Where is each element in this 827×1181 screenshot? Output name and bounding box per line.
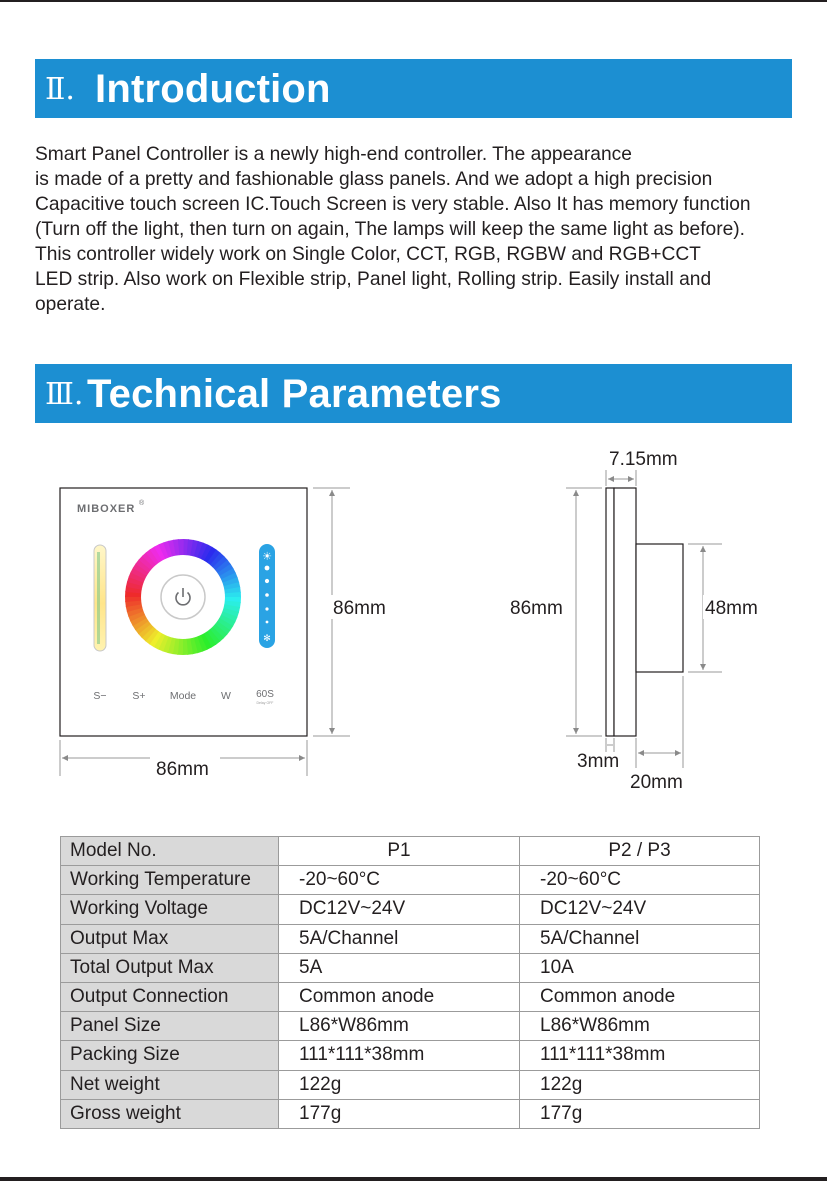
cell-p1: 177g [279,1099,520,1128]
header-p2: P2 / P3 [520,837,760,866]
box-height-label: 48mm [705,598,758,619]
cell-p2: Common anode [520,982,760,1011]
cell-p2: L86*W86mm [520,1012,760,1041]
side-box [636,544,683,672]
level-dot [265,566,270,571]
section-title: Introduction [95,67,331,111]
cell-label: Working Temperature [61,866,279,895]
header-p1: P1 [279,837,520,866]
intro-line: Smart Panel Controller is a newly high-end controller. The appearance [35,144,632,165]
intro-line: operate. [35,294,106,315]
section-title: Technical Parameters [87,372,502,416]
table-header-row [61,837,760,866]
front-width-label: 86mm [156,759,209,780]
section-number: Ⅲ. [45,377,84,412]
level-dot [265,593,269,597]
header-label: Model No. [61,837,279,866]
front-view-panel [60,488,307,736]
cell-p2: -20~60°C [520,866,760,895]
intro-line: (Turn off the light, then turn on again, The lamps will keep the same light as before). [35,219,745,240]
mode-label: Mode [169,690,197,702]
cell-p2: 10A [520,953,760,982]
cell-label: Packing Size [61,1041,279,1070]
slider-highlight [97,552,100,644]
table-row [61,1099,760,1128]
table-row [61,953,760,982]
gap-label: 3mm [577,751,620,772]
cell-p1: L86*W86mm [279,1012,520,1041]
cell-p1: 122g [279,1070,520,1099]
cell-p2: 111*111*38mm [520,1041,760,1070]
cell-p2: 177g [520,1099,760,1128]
table-row [61,924,760,953]
table-row [61,1070,760,1099]
intro-line: This controller widely work on Single Color, CCT, RGB, RGBW and RGB+CCT [35,244,701,265]
level-dot [266,621,269,624]
cell-p2: 122g [520,1070,760,1099]
timer-sublabel: Delay OFF [256,701,274,705]
cell-label: Net weight [61,1070,279,1099]
table-row [61,895,760,924]
sun-icon: ☀ [262,551,272,563]
side-view [606,488,683,736]
intro-line: Capacitive touch screen IC.Touch Screen is very stable. Also It has memory function [35,194,751,215]
level-dot [265,579,269,583]
section-number: Ⅱ. [45,72,75,107]
table-row [61,866,760,895]
cell-label: Working Voltage [61,895,279,924]
front-height-label: 86mm [333,598,386,619]
side-panel [614,488,636,736]
side-glass [606,488,614,736]
side-height-label: 86mm [510,598,563,619]
cell-p1: DC12V~24V [279,895,520,924]
intro-line: is made of a pretty and fashionable glass panels. And we adopt a high precision [35,169,713,190]
timer-label: 60S [256,689,274,700]
brand-logo: MIBOXER [77,503,136,515]
speed-up-label: S+ [132,690,146,702]
brand-registered-mark: ® [139,500,145,507]
white-label: W [221,690,231,702]
table-row [61,1041,760,1070]
cell-label: Output Max [61,924,279,953]
cell-label: Gross weight [61,1099,279,1128]
table-row [61,1012,760,1041]
spec-table [60,836,760,1129]
cell-p2: 5A/Channel [520,924,760,953]
speed-down-label: S− [93,690,107,702]
cell-p1: 5A/Channel [279,924,520,953]
cell-label: Total Output Max [61,953,279,982]
intro-line: LED strip. Also work on Flexible strip, Panel light, Rolling strip. Easily install and [35,269,712,290]
depth-label: 20mm [630,772,683,793]
thickness-label: 7.15mm [609,449,678,470]
bottom-rule [0,1177,827,1181]
cell-label: Panel Size [61,1012,279,1041]
cell-p1: -20~60°C [279,866,520,895]
dim-sun-icon: ✻ [263,633,271,643]
table-row [61,982,760,1011]
cell-p1: 5A [279,953,520,982]
cell-p1: 111*111*38mm [279,1041,520,1070]
cell-p2: DC12V~24V [520,895,760,924]
cell-label: Output Connection [61,982,279,1011]
cell-p1: Common anode [279,982,520,1011]
level-dot [265,607,268,610]
